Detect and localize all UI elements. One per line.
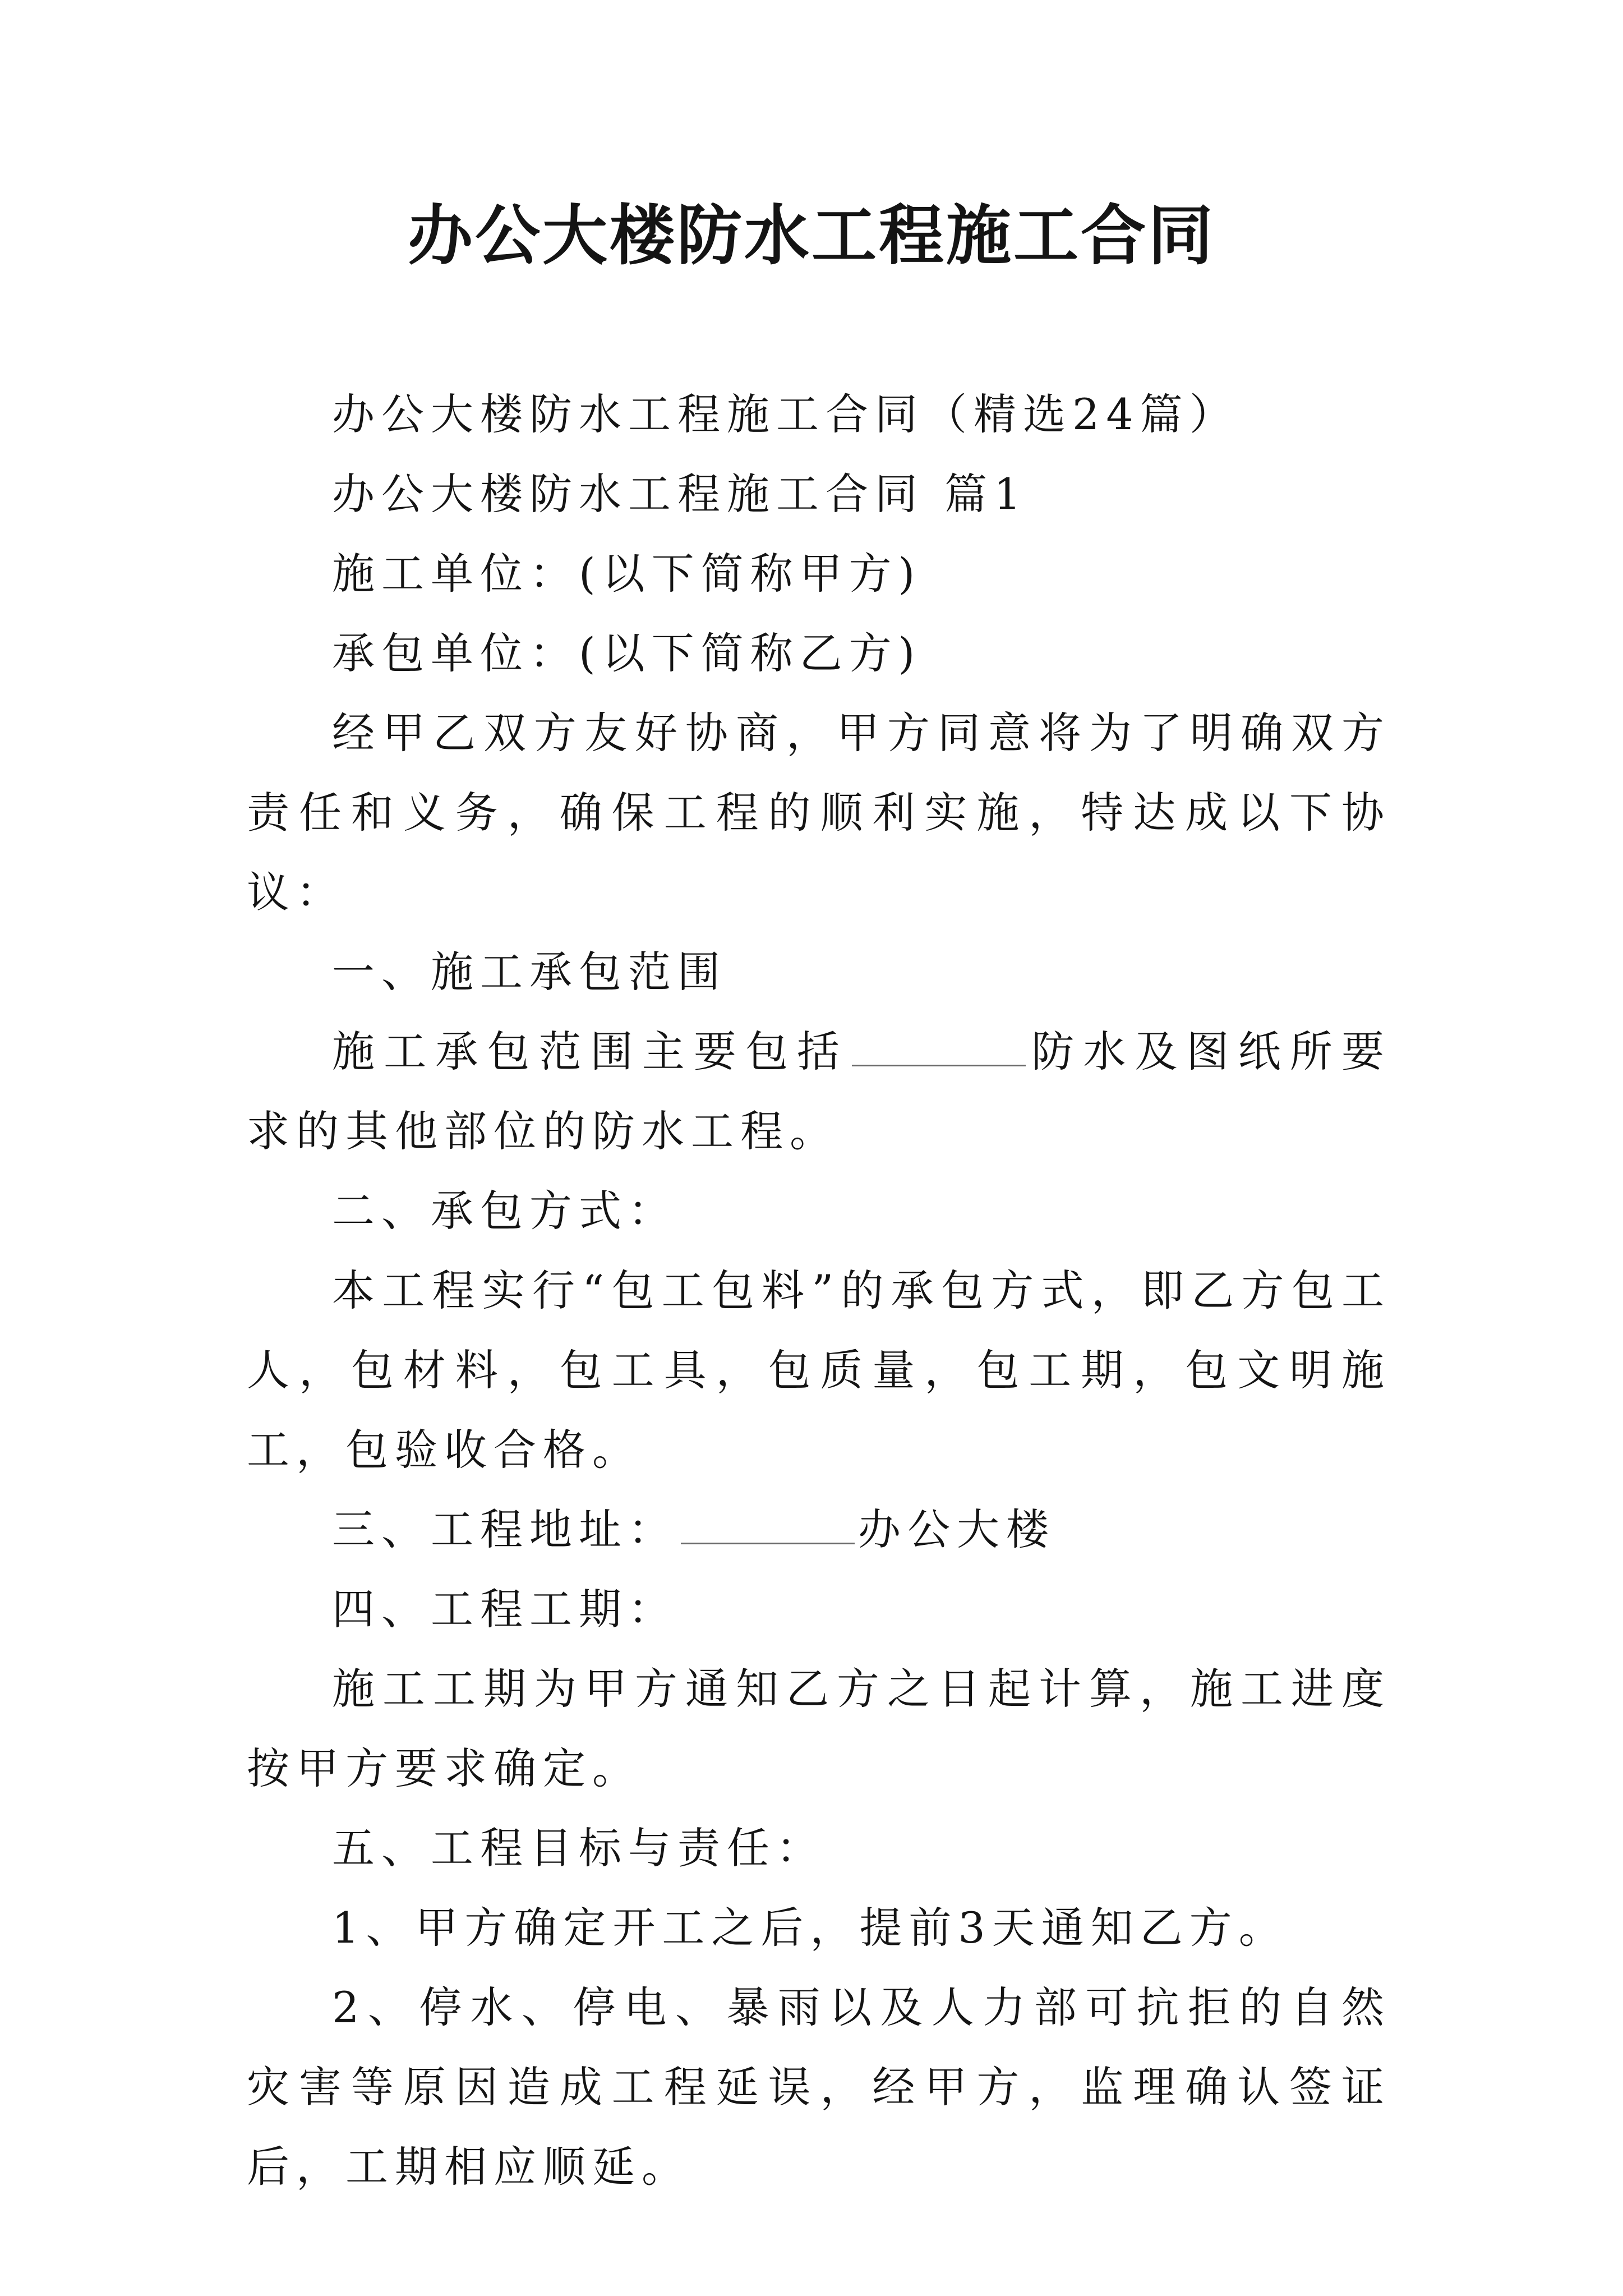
- fill-in-blank: [681, 1506, 855, 1544]
- clause-1-text-start: 施工承包范围主要包括: [332, 1027, 849, 1076]
- clause-3-label: 三、工程地址：: [332, 1504, 677, 1554]
- clause-2-heading: 二、承包方式：: [332, 1186, 677, 1236]
- clause-5-heading: 五、工程目标与责任：: [332, 1823, 826, 1873]
- party-b-line: 承包单位：(以下简称乙方): [332, 628, 922, 678]
- clause-1-text: [247, 1012, 1391, 1171]
- fill-in-blank: [852, 1028, 1026, 1066]
- clause-3-address: 办公大楼: [858, 1504, 1055, 1554]
- document-body: [247, 375, 1391, 2207]
- document-subtitle: 办公大楼防水工程施工合同（精选24篇）: [332, 389, 1239, 439]
- clause-3-line: [247, 1490, 1391, 1570]
- clause-1-heading: 一、施工承包范围: [332, 947, 727, 997]
- clause-5-item-2: 2、停水、停电、暴雨以及人力部可抗拒的自然灾害等原因造成工程延误，经甲方，监理确认签证后，工期相应顺延。: [247, 1982, 1391, 2192]
- intro-paragraph: 经甲乙双方友好协商，甲方同意将为了明确双方责任和义务，确保工程的顺利实施，特达成以下协议：: [247, 708, 1391, 917]
- clause-5-item-1: 1、甲方确定开工之后，提前3天通知乙方。: [332, 1903, 1288, 1953]
- clause-2-text: 本工程实行“包工包料”的承包方式，即乙方包工人，包材料，包工具，包质量，包工期，包文明施工，包验收合格。: [247, 1266, 1391, 1475]
- clause-4-text: 施工工期为甲方通知乙方之日起计算，施工进度按甲方要求确定。: [247, 1664, 1391, 1793]
- clause-1-text-end: 防水及图纸所要求的其他部位的防水工程。: [247, 1027, 1391, 1156]
- document-title: 办公大楼防水工程施工合同: [408, 197, 1215, 274]
- clause-4-heading: 四、工程工期：: [332, 1584, 677, 1634]
- section-heading: 办公大楼防水工程施工合同 篇1: [332, 469, 1028, 519]
- party-a-line: 施工单位：(以下简称甲方): [332, 549, 922, 599]
